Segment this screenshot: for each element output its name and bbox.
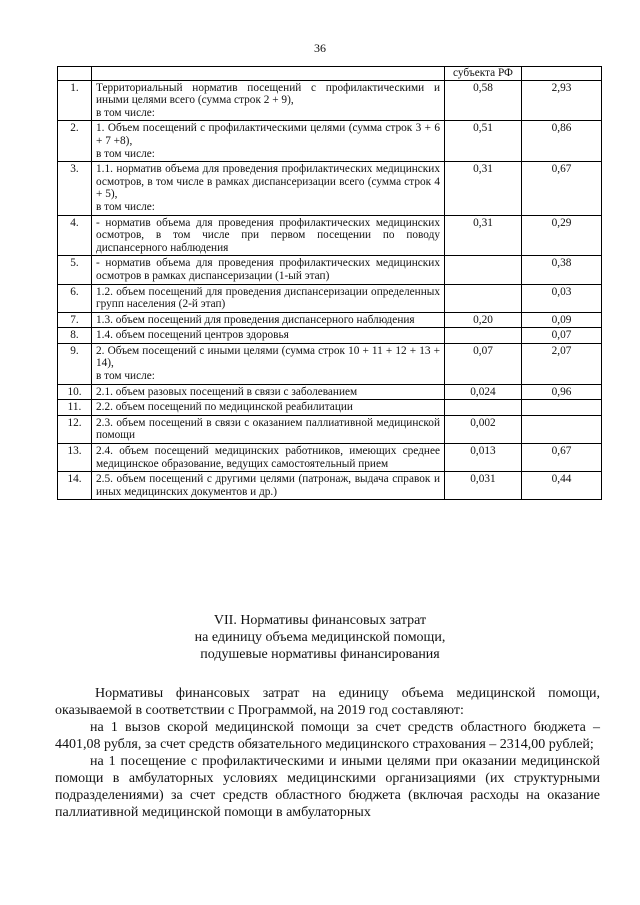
row-number-cell: 2.	[58, 121, 92, 162]
row-value-regional-cell: 0,013	[445, 444, 522, 472]
table-row	[58, 80, 602, 121]
paragraph-intro: Нормативы финансовых затрат на единицу объема медицинской помощи, оказываемой в соответствии с Программой, на 2019 год составляют:	[55, 686, 600, 718]
row-description-cell: 1.3. объем посещений для проведения диспансерного наблюдения	[92, 312, 445, 328]
row-value-regional-cell: 0,31	[445, 215, 522, 256]
row-description-cell: 1.1. норматив объема для проведения профилактических медицинских осмотров, в том числе в рамках диспансеризации всего (сумма строк 4 + 5), в том числе:	[92, 162, 445, 215]
row-description-cell: 2.2. объем посещений по медицинской реабилитации	[92, 400, 445, 416]
row-description-cell: - норматив объема для проведения профилактических медицинских осмотров, в том числе при первом посещении по поводу диспансерного наблюдения	[92, 215, 445, 256]
header-value2-cell	[522, 67, 602, 81]
row-number-cell: 11.	[58, 400, 92, 416]
row-value-regional-cell: 0,31	[445, 162, 522, 215]
table-row	[58, 444, 602, 472]
table-row	[58, 312, 602, 328]
row-value-oms-cell: 0,09	[522, 312, 602, 328]
row-value-regional-cell: 0,07	[445, 343, 522, 384]
row-value-oms-cell: 0,96	[522, 384, 602, 400]
row-value-regional-cell: 0,58	[445, 80, 522, 121]
row-value-oms-cell: 0,67	[522, 162, 602, 215]
row-number-cell: 5.	[58, 256, 92, 284]
body-text	[55, 685, 600, 821]
row-value-oms-cell: 0,07	[522, 328, 602, 344]
row-description-cell: 2. Объем посещений с иными целями (сумма строк 10 + 11 + 12 + 13 + 14), в том числе:	[92, 343, 445, 384]
section-title-line-3: подушевые нормативы финансирования	[200, 647, 440, 662]
table-row	[58, 284, 602, 312]
table-row	[58, 384, 602, 400]
row-value-oms-cell: 0,86	[522, 121, 602, 162]
row-description-cell: 2.1. объем разовых посещений в связи с заболеванием	[92, 384, 445, 400]
row-value-regional-cell: 0,20	[445, 312, 522, 328]
table-row	[58, 162, 602, 215]
row-value-oms-cell: 0,67	[522, 444, 602, 472]
row-number-cell: 3.	[58, 162, 92, 215]
section-title-line-1: VII. Нормативы финансовых затрат	[213, 613, 427, 628]
paragraph-ambulance: на 1 вызов скорой медицинской помощи за счет средств областного бюджета – 4401,08 рубля, за счет средств обязательного медицинского страхования – 2314,00 рублей;	[55, 720, 600, 752]
paragraph-visit: на 1 посещение с профилактическими и иными целями при оказании медицинской помощи в амбулаторных условиях медицинскими организациями (их структурными подразделениями) за счет средств областного бюджета (включая расходы на оказание паллиативной медицинской помощи в амбулаторных	[55, 754, 600, 820]
page-number: 36	[314, 41, 326, 55]
row-description-cell: Территориальный норматив посещений с профилактическими и иными целями всего (сумма строк 2 + 9), в том числе:	[92, 80, 445, 121]
row-value-oms-cell	[522, 400, 602, 416]
header-num-cell	[58, 67, 92, 81]
row-value-regional-cell	[445, 400, 522, 416]
table-row	[58, 415, 602, 443]
row-value-regional-cell	[445, 256, 522, 284]
row-value-oms-cell: 0,38	[522, 256, 602, 284]
row-description-cell: 1.4. объем посещений центров здоровья	[92, 328, 445, 344]
table-row	[58, 215, 602, 256]
table-row	[58, 343, 602, 384]
row-description-cell: 1. Объем посещений с профилактическими целями (сумма строк 3 + 6 + 7 +8), в том числе:	[92, 121, 445, 162]
row-number-cell: 13.	[58, 444, 92, 472]
table-header-row	[58, 67, 602, 81]
row-value-regional-cell	[445, 284, 522, 312]
row-value-oms-cell	[522, 415, 602, 443]
header-region-cell: субъекта РФ	[445, 67, 522, 81]
row-value-oms-cell: 2,07	[522, 343, 602, 384]
row-value-oms-cell: 0,44	[522, 472, 602, 500]
row-number-cell: 4.	[58, 215, 92, 256]
row-value-oms-cell: 0,03	[522, 284, 602, 312]
row-number-cell: 14.	[58, 472, 92, 500]
row-number-cell: 12.	[58, 415, 92, 443]
norms-table	[57, 66, 602, 500]
row-value-regional-cell: 0,031	[445, 472, 522, 500]
row-description-cell: 1.2. объем посещений для проведения диспансеризации определенных групп населения (2-й этап)	[92, 284, 445, 312]
row-description-cell: 2.4. объем посещений медицинских работников, имеющих среднее медицинское образование, ведущих самостоятельный прием	[92, 444, 445, 472]
row-value-regional-cell: 0,51	[445, 121, 522, 162]
table-row	[58, 400, 602, 416]
table-row	[58, 121, 602, 162]
row-value-regional-cell: 0,024	[445, 384, 522, 400]
table-row	[58, 256, 602, 284]
row-value-regional-cell: 0,002	[445, 415, 522, 443]
section-title	[0, 612, 640, 663]
row-value-oms-cell: 2,93	[522, 80, 602, 121]
row-value-regional-cell	[445, 328, 522, 344]
row-number-cell: 10.	[58, 384, 92, 400]
row-value-oms-cell: 0,29	[522, 215, 602, 256]
row-description-cell: 2.5. объем посещений с другими целями (патронаж, выдача справок и иных медицинских документов и др.)	[92, 472, 445, 500]
row-number-cell: 6.	[58, 284, 92, 312]
table-row	[58, 328, 602, 344]
row-number-cell: 1.	[58, 80, 92, 121]
row-description-cell: - норматив объема для проведения профилактических медицинских осмотров в рамках диспансеризации (1-ый этап)	[92, 256, 445, 284]
row-description-cell: 2.3. объем посещений в связи с оказанием паллиативной медицинской помощи	[92, 415, 445, 443]
row-number-cell: 8.	[58, 328, 92, 344]
table-row	[58, 472, 602, 500]
section-title-line-2: на единицу объема медицинской помощи,	[194, 630, 446, 645]
row-number-cell: 9.	[58, 343, 92, 384]
header-desc-cell	[92, 67, 445, 81]
row-number-cell: 7.	[58, 312, 92, 328]
